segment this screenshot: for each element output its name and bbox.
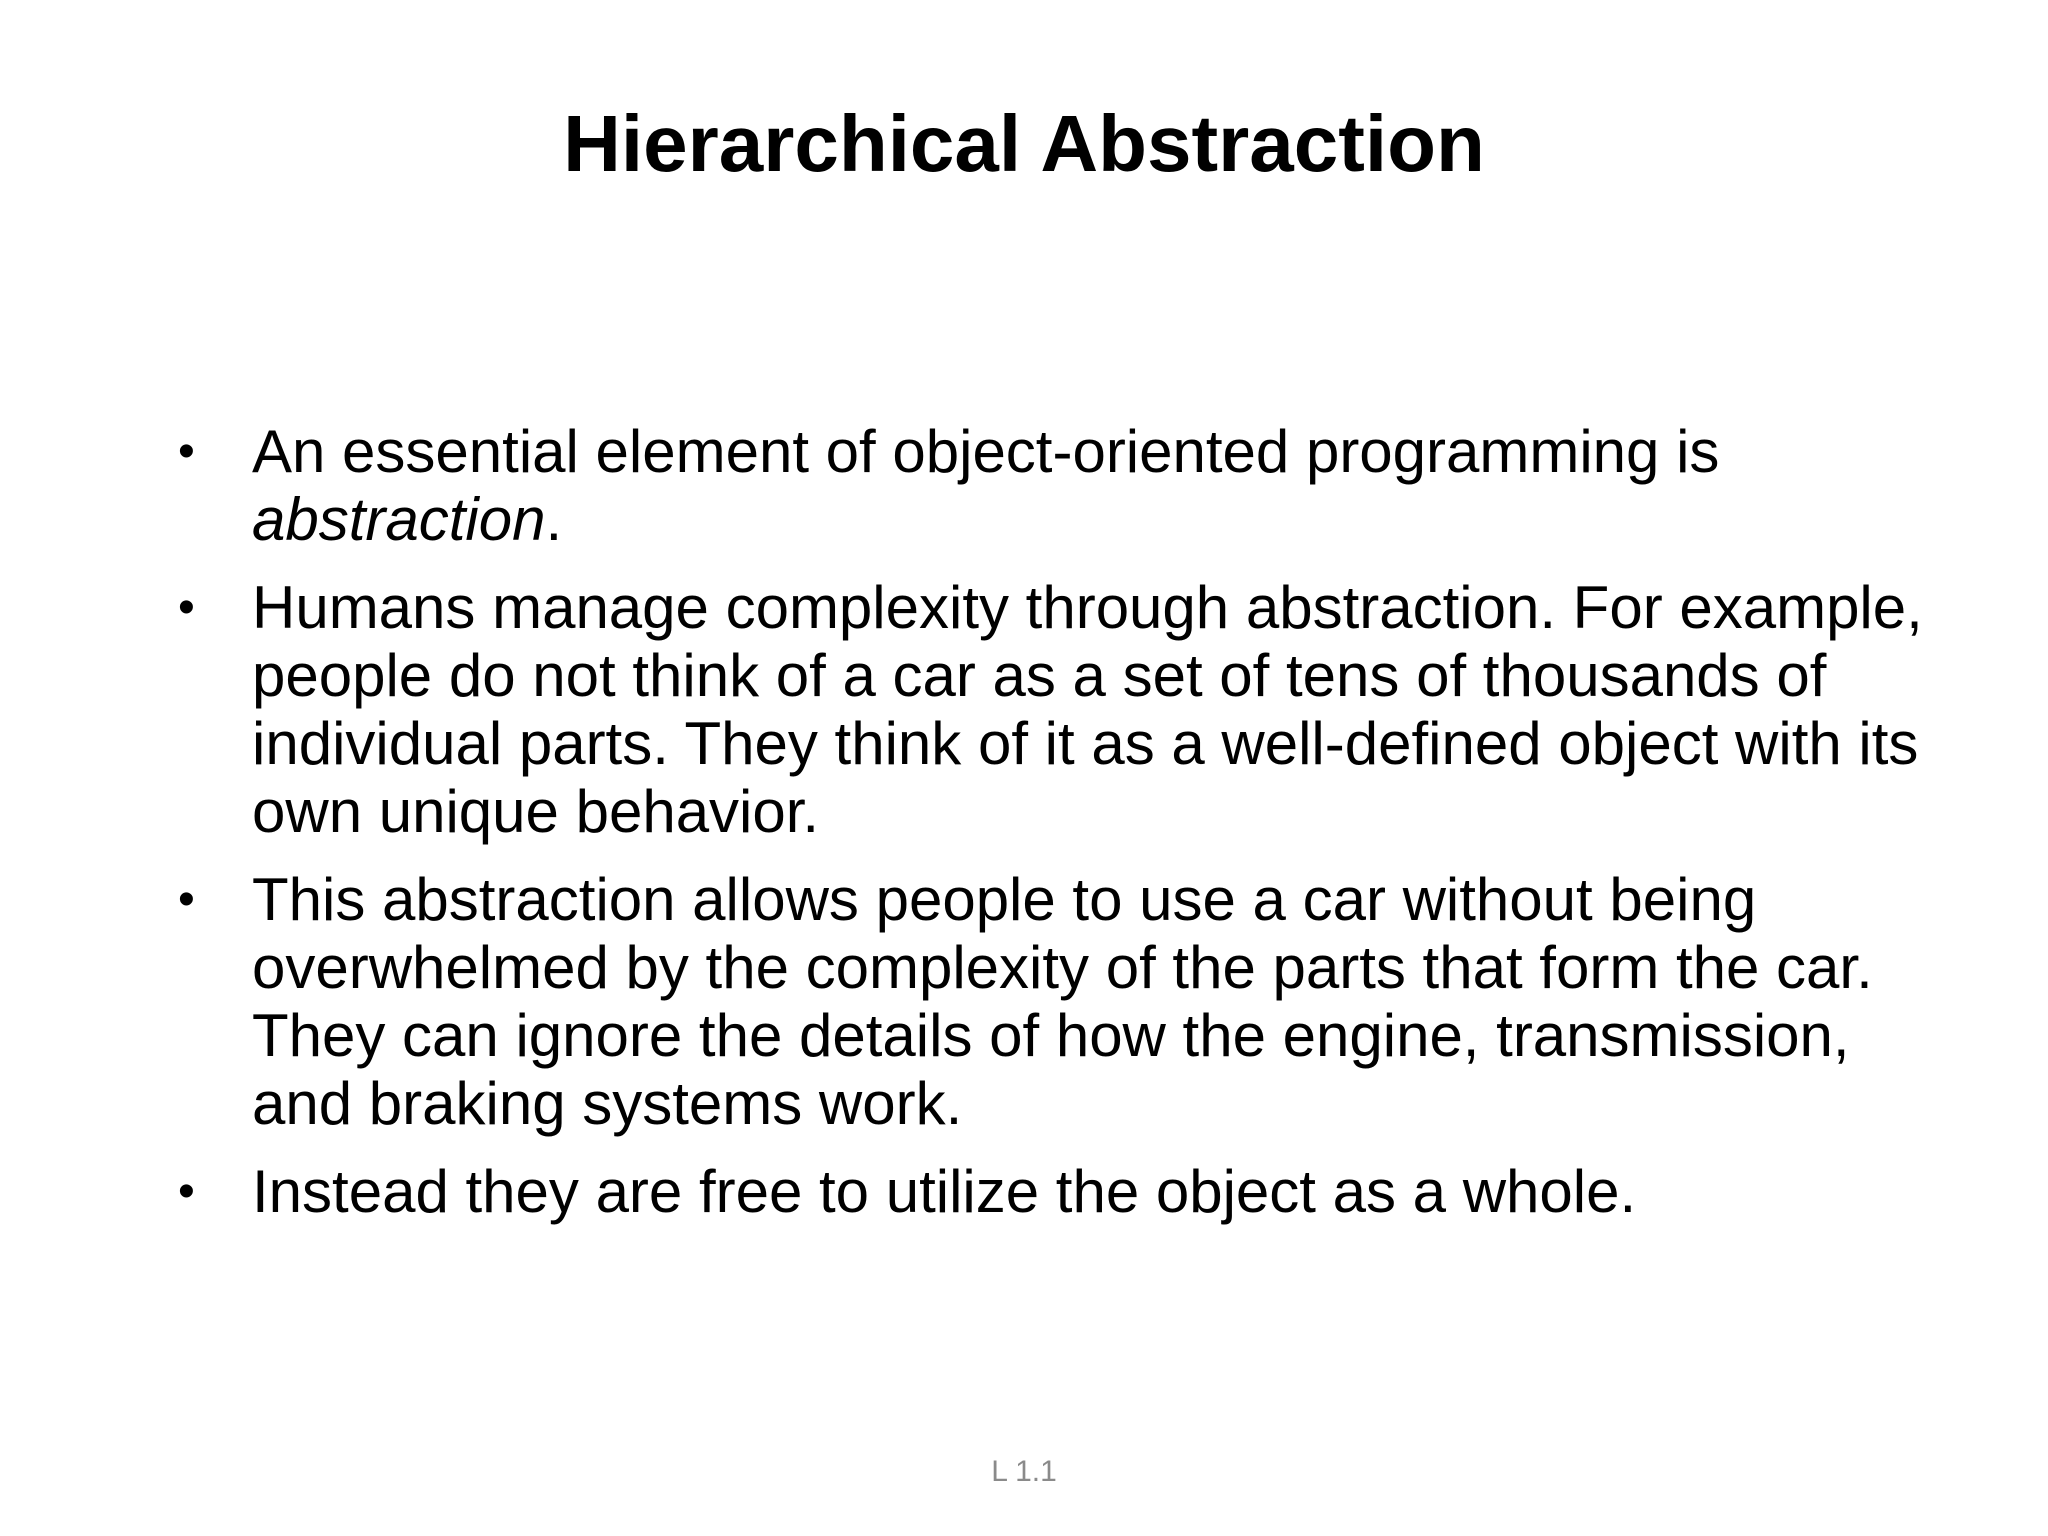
- bullet-list: [172, 418, 1932, 1246]
- slide-title: Hierarchical Abstraction: [563, 99, 1485, 188]
- bullet-dot-icon: •: [178, 1165, 195, 1218]
- slide-footer-label: L 1.1: [991, 1455, 1057, 1488]
- bullet-dot-icon: •: [178, 873, 195, 926]
- bullet-text: This abstraction allows people to use a car without being overwhelmed by the complexity of the parts that form the car. They can ignore the details of how the engine, transmission, and braking systems work.: [252, 866, 1873, 1137]
- bullet-item: [172, 1158, 1932, 1226]
- bullet-text: [252, 418, 1719, 553]
- bullet-item: [172, 418, 1932, 554]
- bullet-text-part: An essential element of object-oriented programming is: [252, 418, 1720, 485]
- bullet-dot-icon: •: [178, 425, 195, 478]
- bullet-text-part: .: [545, 486, 563, 553]
- bullet-italic-term: abstraction: [252, 486, 546, 553]
- bullet-item: [172, 574, 1932, 846]
- bullet-text: Instead they are free to utilize the object as a whole.: [252, 1158, 1637, 1225]
- bullet-text: Humans manage complexity through abstraction. For example, people do not think of a car as a set of tens of thousands of individual parts. They think of it as a well-defined object with its own unique behavior.: [252, 574, 1923, 845]
- bullet-dot-icon: •: [178, 581, 195, 634]
- bullet-item: [172, 866, 1932, 1138]
